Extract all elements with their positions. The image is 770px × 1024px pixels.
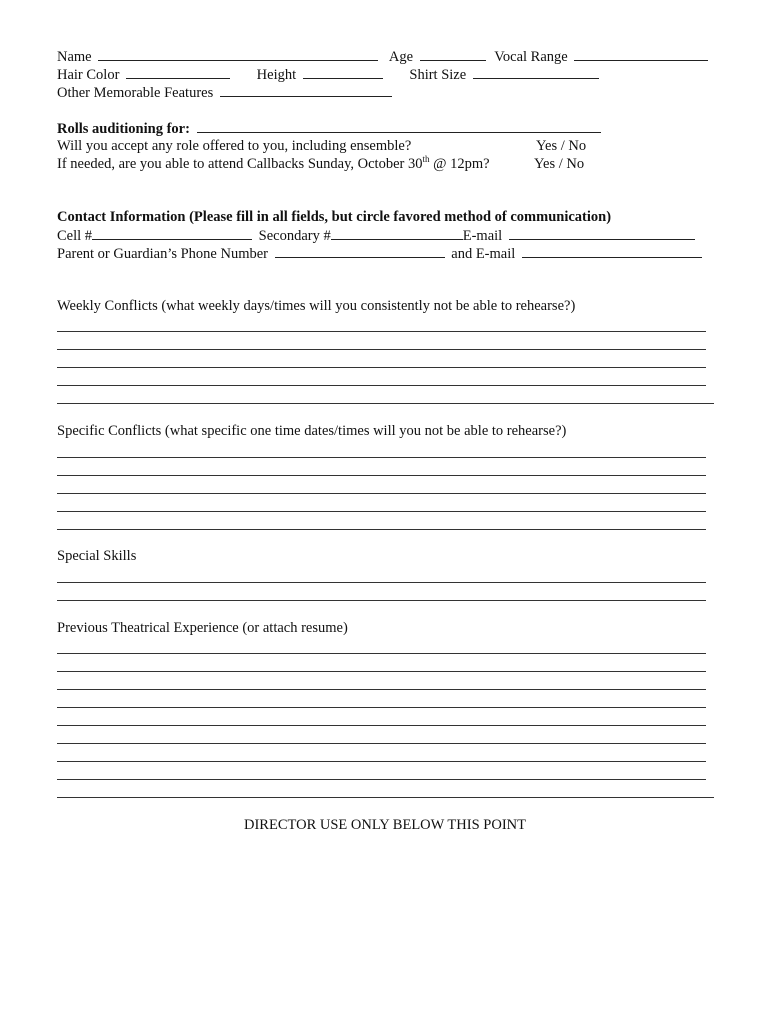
- callback-time: @ 12pm?: [433, 156, 490, 172]
- accept-role-text: Will you accept any role offered to you, including ensemble?: [57, 138, 412, 154]
- height-label: Height: [256, 67, 297, 83]
- experience-line[interactable]: [57, 743, 706, 744]
- roles-heading: Rolls auditioning for:: [57, 121, 190, 137]
- parent-email-field[interactable]: [522, 244, 702, 258]
- callback-question: [57, 155, 490, 173]
- special-skills-line[interactable]: [57, 600, 706, 601]
- specific-conflicts-line[interactable]: [57, 493, 706, 494]
- specific-conflicts-line[interactable]: [57, 511, 706, 512]
- specific-conflicts-line[interactable]: [57, 529, 706, 530]
- director-use-note: DIRECTOR USE ONLY BELOW THIS POINT: [244, 817, 526, 833]
- weekly-conflicts-label: Weekly Conflicts (what weekly days/times will you consistently not be able to rehearse?): [57, 298, 576, 314]
- weekly-conflicts-line[interactable]: [57, 403, 714, 404]
- specific-conflicts-line[interactable]: [57, 475, 706, 476]
- accept-role-yes-no[interactable]: Yes / No: [536, 138, 587, 154]
- vocal-range-label: Vocal Range: [494, 49, 568, 65]
- specific-conflicts-line[interactable]: [57, 457, 706, 458]
- parent-contact-row: [57, 244, 705, 262]
- height-field[interactable]: [303, 65, 383, 79]
- experience-line[interactable]: [57, 671, 706, 672]
- callback-yes-no[interactable]: Yes / No: [534, 156, 585, 172]
- experience-line[interactable]: [57, 707, 706, 708]
- email-label: E-mail: [462, 228, 503, 244]
- features-field[interactable]: [220, 83, 392, 97]
- cell-label: Cell #: [57, 228, 93, 244]
- shirt-size-label: Shirt Size: [409, 67, 467, 83]
- age-field[interactable]: [420, 47, 486, 61]
- weekly-conflicts-line[interactable]: [57, 331, 706, 332]
- features-row: [57, 83, 395, 101]
- features-label: Other Memorable Features: [57, 85, 214, 101]
- contact-row: [57, 226, 698, 244]
- contact-heading: Contact Information (Please fill in all fields, but circle favored method of communication): [57, 209, 612, 225]
- shirt-size-field[interactable]: [473, 65, 599, 79]
- callback-text: If needed, are you able to attend Callbacks Sunday, October 30: [57, 156, 423, 172]
- weekly-conflicts-line[interactable]: [57, 349, 706, 350]
- accept-role-question: [57, 137, 411, 155]
- hair-height-shirt-row: [57, 65, 602, 83]
- experience-line[interactable]: [57, 779, 706, 780]
- roles-row: [57, 119, 604, 137]
- special-skills-line[interactable]: [57, 582, 706, 583]
- experience-line[interactable]: [57, 653, 706, 654]
- parent-phone-field[interactable]: [275, 244, 445, 258]
- secondary-label: Secondary #: [258, 228, 331, 244]
- experience-line[interactable]: [57, 689, 706, 690]
- weekly-conflicts-line[interactable]: [57, 367, 706, 368]
- roles-field[interactable]: [197, 119, 601, 133]
- contact-heading-row: [57, 208, 611, 226]
- experience-label: Previous Theatrical Experience (or attach resume): [57, 620, 348, 636]
- parent-phone-label: Parent or Guardian’s Phone Number: [57, 246, 269, 262]
- name-label: Name: [57, 49, 92, 65]
- name-field[interactable]: [98, 47, 378, 61]
- cell-field[interactable]: [92, 226, 252, 240]
- weekly-conflicts-line[interactable]: [57, 385, 706, 386]
- special-skills-label: Special Skills: [57, 548, 137, 564]
- hair-color-field[interactable]: [126, 65, 230, 79]
- experience-line[interactable]: [57, 761, 706, 762]
- age-label: Age: [388, 49, 414, 65]
- parent-email-label: and E-mail: [451, 246, 516, 262]
- secondary-field[interactable]: [331, 226, 463, 240]
- vocal-range-field[interactable]: [574, 47, 708, 61]
- callback-sup: th: [422, 154, 430, 165]
- specific-conflicts-label: Specific Conflicts (what specific one time dates/times will you not be able to rehearse?): [57, 423, 567, 439]
- name-row: [57, 47, 711, 65]
- experience-line[interactable]: [57, 797, 714, 798]
- email-field[interactable]: [509, 226, 695, 240]
- experience-line[interactable]: [57, 725, 706, 726]
- hair-color-label: Hair Color: [57, 67, 120, 83]
